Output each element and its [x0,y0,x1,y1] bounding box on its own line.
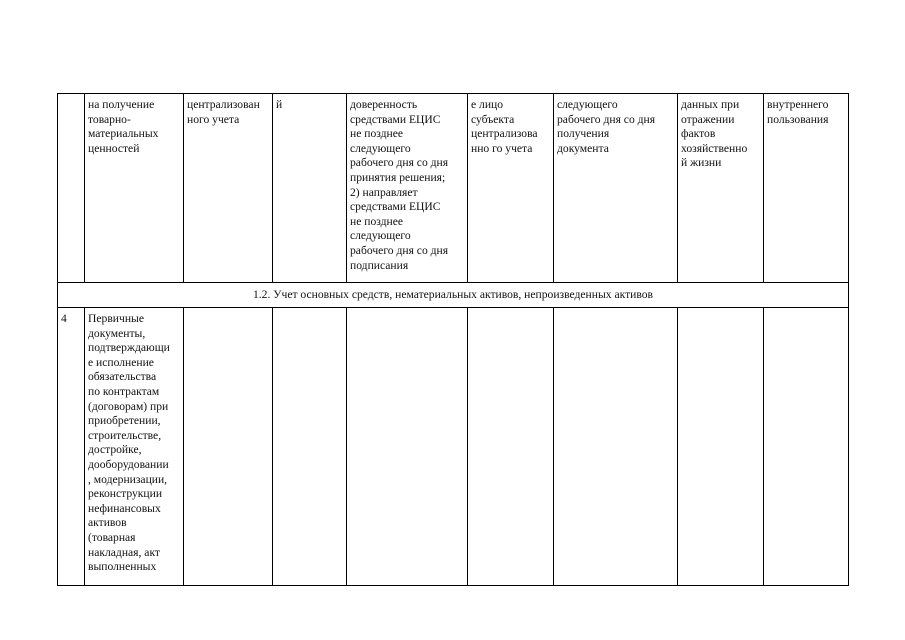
table-cell [85,94,184,283]
table-row [58,94,849,283]
table-cell [468,94,554,283]
table-cell [347,308,468,586]
table-cell [468,308,554,586]
table-row [58,308,849,586]
cell-text: е лицо субъекта централизова нно го учета [471,98,538,155]
section-title-cell [58,283,849,308]
table-cell [554,308,678,586]
row-number-cell [58,94,85,283]
records-table [57,93,849,586]
row-number: 4 [61,312,67,325]
cell-text: на получение товарно- материальных ценностей [88,98,159,155]
cell-text: доверенность средствами ЕЦИС не позднее следующего рабочего дня со дня принятия решения; 2) направляет средствами ЕЦИС не позднее следующего рабочего дня со дня подписания [350,98,449,272]
table-cell [764,308,849,586]
table-cell [184,308,273,586]
cell-text: данных при отражении фактов хозяйственно й жизни [681,98,748,170]
table-cell [347,94,468,283]
cell-text: Первичные документы, подтверждающи е исполнение обязательства по контрактам (договорам) при приобретении, строительстве, достройке, дооборудовании , модернизации, реконструкции нефинансовых активов (товарная накладная, акт выполненных [88,312,170,574]
section-title: 1.2. Учет основных средств, нематериальных активов, непроизведенных активов [252,287,654,301]
cell-text: следующего рабочего дня со дня получения документа [557,98,656,155]
table-cell [764,94,849,283]
table-cell [678,94,764,283]
table-cell [678,308,764,586]
cell-text: внутреннего пользования [767,98,829,126]
cell-text: й [276,98,283,111]
cell-text: централизован ного учета [187,98,260,126]
table-cell [184,94,273,283]
table-cell [554,94,678,283]
row-number-cell [58,308,85,586]
table-cell [273,94,347,283]
table-cell [273,308,347,586]
section-header-row [58,283,849,308]
table-cell [85,308,184,586]
